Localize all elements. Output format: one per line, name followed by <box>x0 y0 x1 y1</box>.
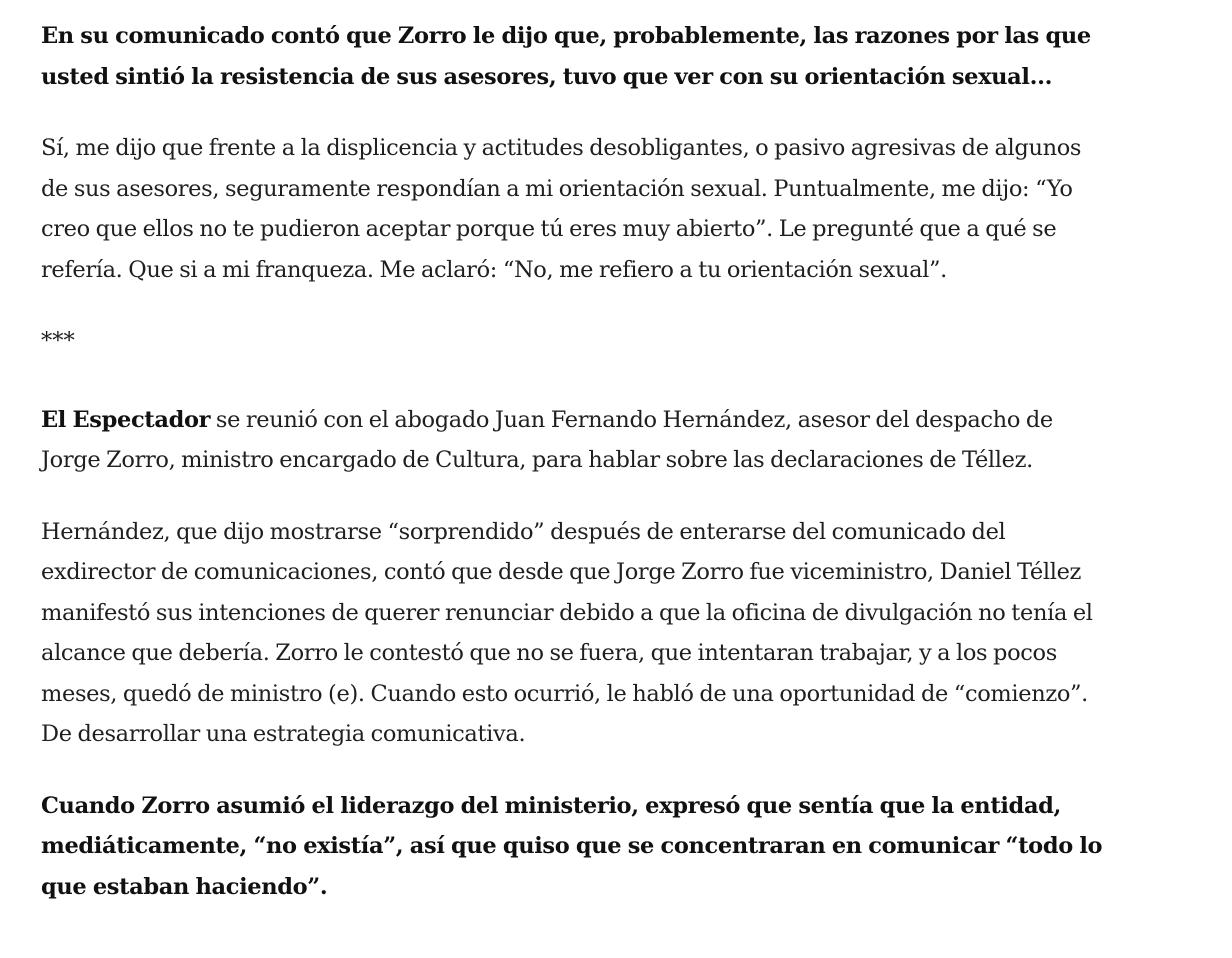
interview-question: En su comunicado contó que Zorro le dijo que, probablemente, las razones por las que usted sintió la resistencia de sus asesores, tuvo que ver con su orientación sexual... <box>41 23 1091 90</box>
interview-answer: Sí, me dijo que frente a la displicencia y actitudes desobligantes, o pasivo agresivas de algunos de sus asesores, seguramente respondían a mi orientación sexual. Puntualmente, me dijo: “Yo creo que ellos no te pudieron aceptar porque tú eres muy abierto”. Le pregunté que a qué se refería. Que si a mi franqueza. Me aclaró: “No, me refiero a tu orientación sexual”. <box>41 135 1082 283</box>
article-body <box>41 16 1113 938</box>
article-paragraph: Hernández, que dijo mostrarse “sorprendido” después de enterarse del comunicado del exdirector de comunicaciones, contó que desde que Jorge Zorro fue viceministro, Daniel Téllez manifestó sus intenciones de querer renunciar debido a que la oficina de divulgación no tenía el alcance que debería. Zorro le contestó que no se fuera, que intentaran trabajar, y a los pocos meses, quedó de ministro (e). Cuando esto ocurrió, le habló de una oportunidad de “comienzo”. De desarrollar una estrategia comunicativa. <box>41 518 1093 747</box>
publication-name: El Espectador <box>41 406 211 433</box>
paragraph-text: se reunió con el abogado Juan Fernando Hernández, asesor del despacho de Jorge Zorro, ministro encargado de Cultura, para hablar sobre las declaraciones de Téllez. <box>41 406 1053 473</box>
section-separator: *** <box>41 328 75 354</box>
article-paragraph <box>41 400 1113 481</box>
interview-question: Cuando Zorro asumió el liderazgo del ministerio, expresó que sentía que la entidad, mediáticamente, “no existía”, así que quiso que se concentraran en comunicar “todo lo que estaban haciendo”. <box>41 792 1103 900</box>
